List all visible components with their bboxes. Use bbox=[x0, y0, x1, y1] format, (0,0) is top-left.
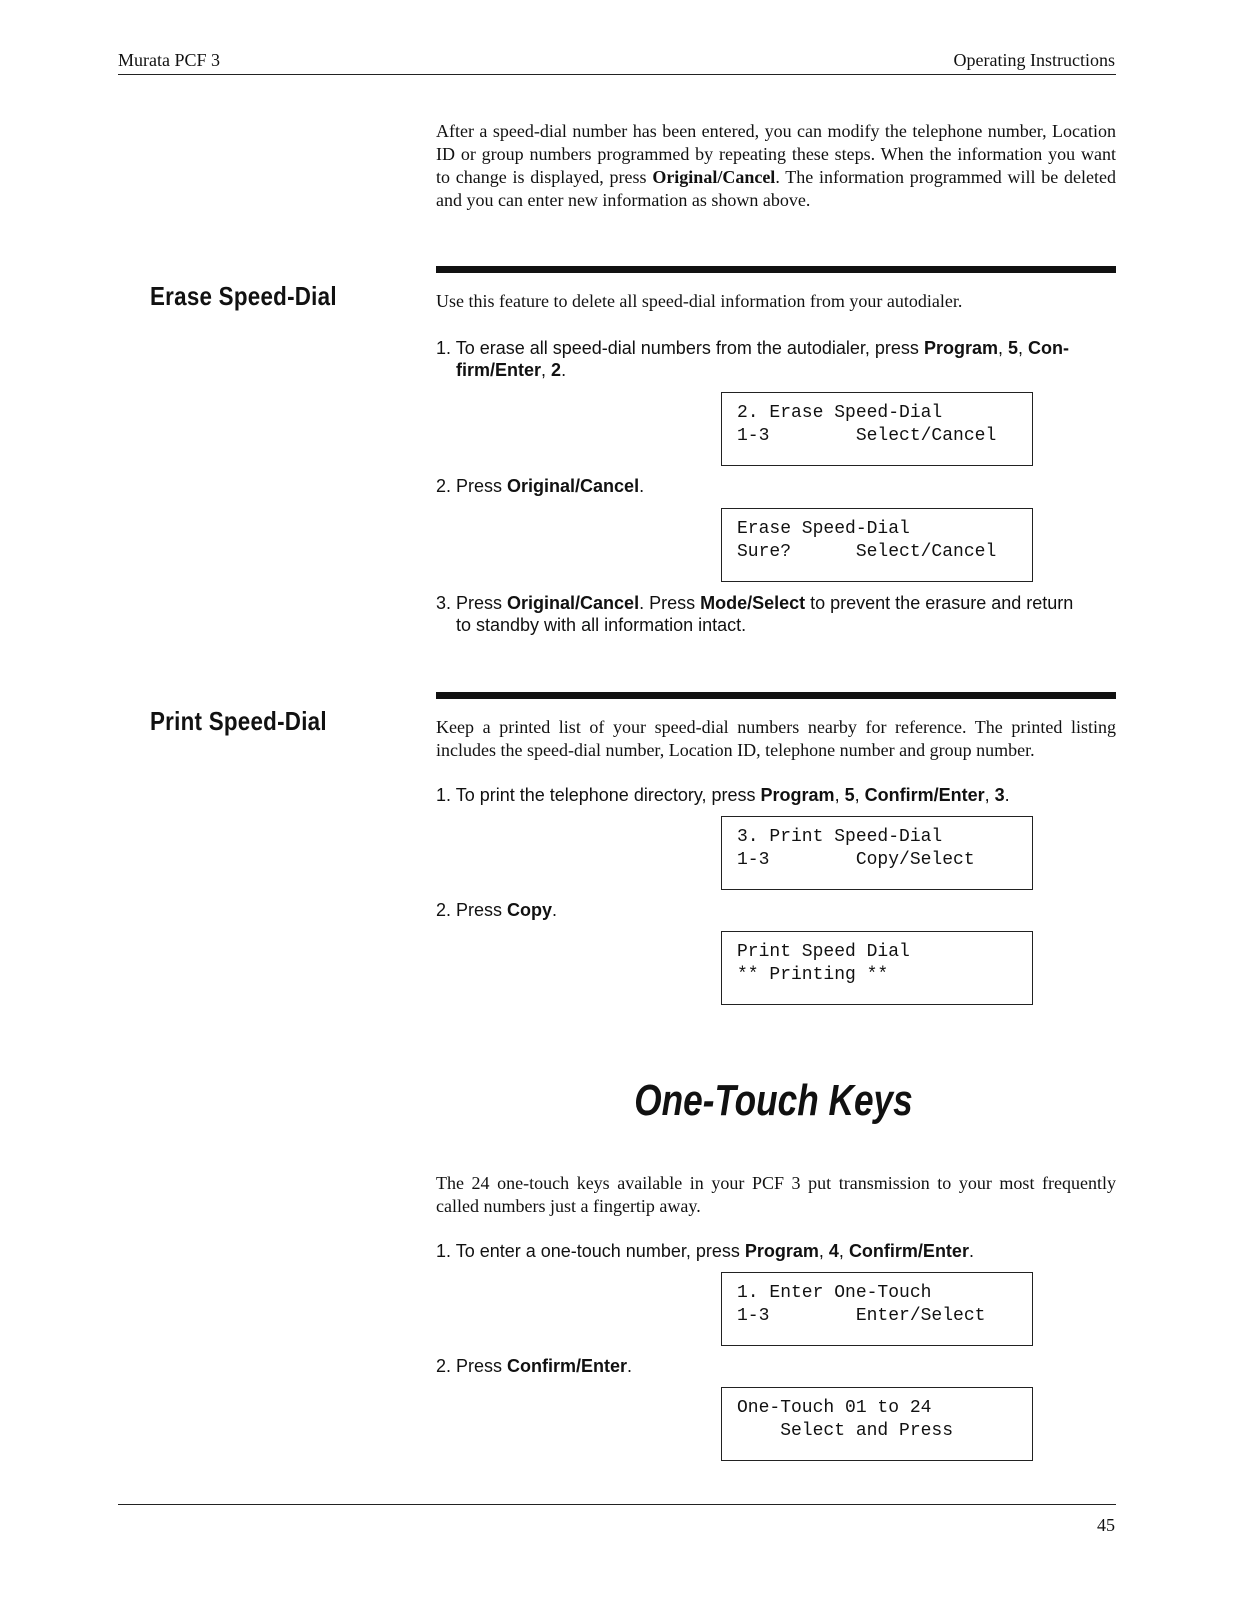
sep: , bbox=[854, 785, 865, 805]
onetouch-step-1 bbox=[436, 1240, 1116, 1262]
key-original-cancel: Original/Cancel bbox=[507, 476, 640, 496]
step-text: 2. Press bbox=[436, 476, 508, 496]
sep: , bbox=[541, 360, 552, 380]
header-rule bbox=[118, 74, 1116, 75]
key-confirm-enter-part1: Con- bbox=[1028, 338, 1069, 358]
key-mode-select: Mode/Select bbox=[700, 593, 806, 613]
lcd-display-erase-1 bbox=[721, 392, 1033, 466]
sep: , bbox=[984, 785, 995, 805]
lcd-line-1: 1. Enter One-Touch bbox=[737, 1283, 932, 1303]
sep: . bbox=[639, 476, 645, 496]
intro-text-a: After a speed-dial number has been entered, you can modify the telephone number, Location ID or group numbers programmed by repeating these steps. When the information you want to change is displayed, press bbox=[436, 121, 1116, 187]
sep: . bbox=[627, 1356, 633, 1376]
key-copy: Copy bbox=[507, 900, 553, 920]
intro-text-b: . The information programmed will be deleted and you can enter new information as shown above. bbox=[436, 167, 1117, 210]
lcd-display-onetouch-1 bbox=[721, 1272, 1033, 1346]
key-confirm-enter: Confirm/Enter bbox=[864, 785, 985, 805]
sep: . bbox=[561, 360, 567, 380]
key-program: Program bbox=[923, 338, 998, 358]
print-section-title: Print Speed-Dial bbox=[150, 706, 327, 736]
lcd-line-2: ** Printing ** bbox=[737, 965, 889, 985]
key-confirm-enter: Confirm/Enter bbox=[848, 1241, 969, 1261]
sep: . bbox=[552, 900, 558, 920]
erase-step-2 bbox=[436, 475, 1116, 497]
key-5: 5 bbox=[1007, 338, 1018, 358]
onetouch-description: The 24 one-touch keys available in your PCF 3 put transmission to your most frequently called numbers just a fingertip away. bbox=[436, 1173, 1116, 1216]
onetouch-title: One-Touch Keys bbox=[634, 1076, 913, 1125]
sep: , bbox=[1018, 338, 1029, 358]
key-confirm-enter: Confirm/Enter bbox=[507, 1356, 628, 1376]
print-step-2 bbox=[436, 899, 1116, 921]
step-text: 1. To erase all speed-dial numbers from the autodialer, press bbox=[436, 338, 924, 358]
intro-key: Original/Cancel bbox=[652, 167, 776, 187]
print-step-1 bbox=[436, 784, 1116, 806]
sep: , bbox=[997, 338, 1008, 358]
step-text: to prevent the erasure and return bbox=[805, 593, 1074, 613]
lcd-line-1: Erase Speed-Dial bbox=[737, 519, 910, 539]
sep: . bbox=[1004, 785, 1010, 805]
lcd-display-onetouch-2 bbox=[721, 1387, 1033, 1461]
step-text: . Press bbox=[639, 593, 701, 613]
key-2: 2 bbox=[551, 360, 562, 380]
erase-section-title: Erase Speed-Dial bbox=[150, 281, 337, 311]
intro-paragraph bbox=[436, 120, 1116, 212]
key-4: 4 bbox=[828, 1241, 839, 1261]
key-confirm-enter-part2: firm/Enter bbox=[456, 360, 542, 380]
key-5: 5 bbox=[844, 785, 855, 805]
lcd-line-2: 1-3 Enter/Select bbox=[737, 1306, 986, 1326]
lcd-line-2: 1-3 Select/Cancel bbox=[737, 426, 997, 446]
step-text: 3. Press bbox=[436, 593, 508, 613]
lcd-line-1: 2. Erase Speed-Dial bbox=[737, 403, 943, 423]
erase-step-1 bbox=[436, 337, 1116, 381]
step-text: 1. To print the telephone directory, press bbox=[436, 785, 761, 805]
lcd-display-print-1 bbox=[721, 816, 1033, 890]
sep: , bbox=[818, 1241, 829, 1261]
erase-step-3 bbox=[436, 592, 1116, 636]
step-text: 1. To enter a one-touch number, press bbox=[436, 1241, 745, 1261]
page-number: 45 bbox=[1097, 1515, 1115, 1535]
lcd-display-erase-2 bbox=[721, 508, 1033, 582]
sep: . bbox=[968, 1241, 974, 1261]
step-continuation: to standby with all information intact. bbox=[456, 615, 747, 635]
sep: , bbox=[834, 785, 845, 805]
lcd-line-1: Print Speed Dial bbox=[737, 942, 910, 962]
key-original-cancel: Original/Cancel bbox=[507, 593, 640, 613]
lcd-line-1: One-Touch 01 to 24 bbox=[737, 1398, 932, 1418]
lcd-display-print-2 bbox=[721, 931, 1033, 1005]
erase-description: Use this feature to delete all speed-dial information from your autodialer. bbox=[436, 291, 963, 311]
key-program: Program bbox=[760, 785, 835, 805]
key-program: Program bbox=[744, 1241, 819, 1261]
lcd-line-2: Sure? Select/Cancel bbox=[737, 542, 997, 562]
print-section-bar bbox=[436, 692, 1116, 699]
step-continuation bbox=[436, 359, 1116, 381]
lcd-line-2: 1-3 Copy/Select bbox=[737, 850, 975, 870]
onetouch-step-2 bbox=[436, 1355, 1116, 1377]
key-3: 3 bbox=[994, 785, 1005, 805]
header-left: Murata PCF 3 bbox=[118, 50, 221, 70]
step-text: 2. Press bbox=[436, 900, 508, 920]
erase-section-bar bbox=[436, 266, 1116, 273]
step-text: 2. Press bbox=[436, 1356, 508, 1376]
lcd-line-1: 3. Print Speed-Dial bbox=[737, 827, 943, 847]
sep: , bbox=[838, 1241, 849, 1261]
print-description: Keep a printed list of your speed-dial numbers nearby for reference. The printed listing includes the speed-dial number, Location ID, telephone number and group number. bbox=[436, 717, 1116, 760]
header-right: Operating Instructions bbox=[953, 50, 1115, 70]
footer-rule bbox=[118, 1504, 1116, 1505]
lcd-line-2: Select and Press bbox=[737, 1421, 954, 1441]
